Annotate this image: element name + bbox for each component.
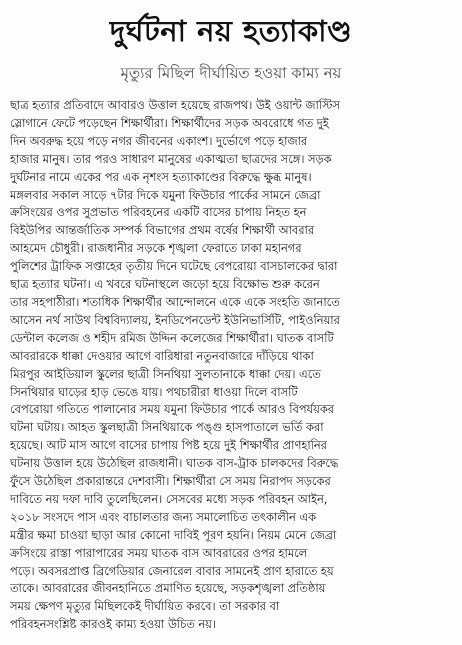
body-line: বেপরোয়া গতিতে পালানোর সময় যমুনা ফিউচার পার্কে আরও বিপর্যয়কর [10,402,335,417]
body-line: ডেন্টাল কলেজ ও শহীদ রমিজ উদ্দিন কলেজের শিক্ষার্থীরা। ঘাতক বাসটি [10,330,334,345]
body-line: মঙ্গলবার সকাল সাড়ে ৭টার দিকে যমুনা ফিউচার পার্কের সামনে জেব্রা [10,187,321,202]
body-line: স্লোগানে ফেটে পড়েছেন শিক্ষার্থীরা। শিক্ষার্থীদের সড়ক অবরোধে গত দুই [10,115,329,130]
body-line: পুলিশের ট্রাফিক সপ্তাহের তৃতীয় দিনে ঘটেছে বেপরোয়া বাসচালকের দ্বারা [10,259,338,274]
body-line: আহমেদ চৌধুরী। রাজধানীর সড়কে শৃঙ্খলা ফেরাতে ঢাকা মহানগর [10,241,302,256]
body-line: দুর্ঘটনার নামে একের পর এক নৃশংস হত্যাকাণ্ডের বিরুদ্ধে ক্ষুব্ধ মানুষ। [10,169,312,184]
body-line: তার সহপাঠীরা। শতাধিক শিক্ষার্থীর আন্দোলনে একে একে সংহতি জানাতে [10,294,340,309]
body-line: মিরপুর আইডিয়াল স্কুলের ছাত্রী সিনথিয়া সুলতানাকে ধাক্কা দেয়। এতে [10,366,321,381]
body-line: ২০১৮ সংসদে পাস এবং বাচালতার জন্য সমালোচিত তৎকালীন এক [10,509,317,524]
body-line: ফুঁসে উঠেছিল প্রকারান্তরে দেশবাসী। শিক্ষার্থীরা সে সময় নিরাপদ সড়কের [10,474,331,489]
body-line: ঘটনা ঘটায়। আহত স্কুলছাত্রী সিনথিয়াকে পঙ্গু হাসপাতালে ভর্তি করা [10,420,324,435]
body-line: পরিবহনসংশ্লিষ্ট কারও‌ই কাম্য হওয়া উচিত নয়। [10,617,216,632]
body-line: মন্ত্রীর ক্ষমা চাওয়া ছাড়া আর কোনো দাবিই পূরণ হয়নি। নিয়ম মেনে জেব্রা [10,527,337,542]
body-line: ক্রসিংয়ে রাস্তা পারাপারের সময় ঘাতক বাস আবরারের ওপর হামলে [10,545,308,560]
article-body [10,97,454,634]
body-line: হাজার মানুষ। তার পরও সাধারণ মানুষের একাত্মতা ছাত্রদের সঙ্গে। সড়ক [10,151,332,166]
body-line: ছাত্র হত্যার প্রতিবাদে আবারও উত্তাল হয়েছে রাজপথ। উই ওয়ান্ট জাস্টিস [10,98,340,112]
body-line: পড়ে। অবসরপ্রাপ্ত ব্রিগেডিয়ার জেনারেল বাবার সামনেই প্রাণ হারাতে হয় [10,563,334,578]
body-line: সময় ক্ষেপণ মৃত্যুর মিছিলকেই দীর্ঘায়িত করবে। তা সরকার বা [10,599,280,614]
body-line: ছাত্র হত্যার ঘটনা। এ খবরে ঘটনাস্থলে জড়ো হয়ে বিক্ষোভ শুরু করেন [10,277,320,292]
body-line: আবরারকে ধাক্কা দেওয়ার আগে বারিধারা নতুনবাজারে দাঁড়িয়ে থাকা [10,348,314,363]
subheadline: মৃত্যুর মিছিল দীর্ঘায়িত হওয়া কাম্য নয় [120,64,342,82]
body-line: দিন অবরুদ্ধ হয়ে পড়ে নগর জীবনের একাংশ। দুর্ভোগে পড়ে হাজার [10,133,308,148]
body-line: হয়েছে। আট মাস আগে বাসের চাপায় পিষ্ট হয়ে দুই শিক্ষার্থীর প্রাণহানির [10,438,327,453]
body-line: ঘটনায় উত্তাল হয়ে উঠেছিল রাজধানী। ঘাতক বাস-ট্রাক চালকদের বিরুদ্ধে [10,456,339,471]
body-line: ক্রসিংয়ের ওপর সুপ্রভাত পরিবহনের একটি বাসের চাপায় নিহত হন [10,205,307,220]
body-line: বিইউপির আন্তর্জাতিক সম্পর্ক বিভাগের প্রথম বর্ষের শিক্ষার্থী আবরার [10,223,315,238]
headline: দুর্ঘটনা নয় হত্যাকাণ্ড [109,14,353,48]
body-line: সিনথিয়ার ঘাড়ের হাড় ভেঙে যায়। পথচারীরা ধাওয়া দিলে বাসটি [10,384,298,399]
body-line: আসেন নর্থ সাউথ বিশ্ববিদ্যালয়, ইনডিপেনডেন্ট ইউনিভার্সিটি, পাইওনিয়ার [10,312,340,327]
body-line: দাবিতে নয় দফা দাবি তুলেছিলেন। সেসবের মধ্যে সড়ক পরিবহন আইন, [10,491,328,506]
body-line: তাকে। আবরারের জীবনহানিতে প্রমাণিত হয়েছে, সড়কশৃঙ্খলা প্রতিষ্ঠায় [10,581,326,596]
